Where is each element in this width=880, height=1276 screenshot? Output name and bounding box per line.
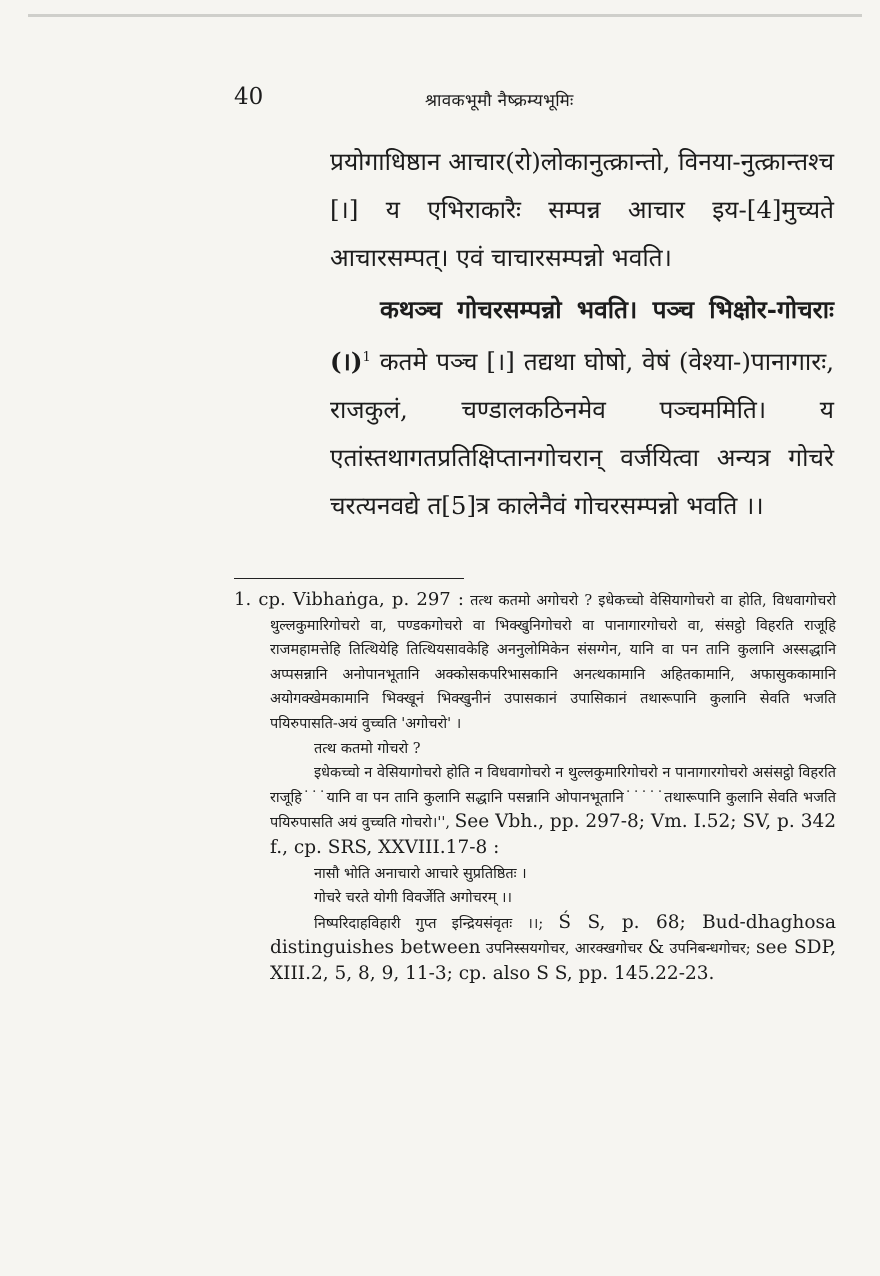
term-1: उपनिस्सयगोचर, <box>485 941 570 958</box>
footnote-text-3-latin: See Vbh., pp. 297-8; Vm. I.52; SV, p. 342 f., cp. SRS, XXVIII.17-8 : <box>270 811 837 858</box>
verse-line-3-latin: Ś S, p. 68; Bud-dhaghosa distinguishes between <box>270 911 836 959</box>
running-head: श्रावकभूमौ नैष्क्रम्यभूमिः <box>425 91 574 111</box>
footnote-label: 1. cp. Vibhaṅga, p. 297 : <box>234 589 464 610</box>
verse-line-2: गोचरे चरते योगी विवर्जेति अगोचरम् ।। <box>314 890 513 907</box>
footnote-marker: 1 <box>362 350 371 365</box>
footnote <box>234 588 836 988</box>
paragraph-2-bold: कथञ्च गोचरसम्पन्नो भवति। पञ्च भिक्षोर-गोचराः (।) <box>330 295 834 377</box>
footnote-text-1: तत्थ कतमो अगोचरो ? इधेकच्चो वेसियागोचरो वा होति, विधवागोचरो थुल्लकुमारिगोचरो वा, पण्डकगोचरो वा भिक्खुनिगोचरो वा पानागारगोचरो वा, संसट्ठो विहरति राजूहि राजमहामत्तेहि तित्थियेहि तित्थियसावकेहि अननुलोमिकेन संसग्गेन, यानि वा पन तानि कुलानि अस्सद्धानि अप्पसन्नानि अनोपानभूतानि अक्कोसकपरिभासकानि अनत्थकामानि अहितकामानि, अफासुककामानि अयोगक्खेमकामानि भिक्खूनं भिक्खुनीनं उपासकानं उपासिकानं तथारूपानि कुलानि सेवति भजति पयिरुपासति-अयं वुच्चति 'अगोचरो' । <box>270 593 837 732</box>
footnote-block-1 <box>234 588 836 737</box>
footnote-text-3: इधेकच्चो न वेसियागोचरो होति न विधवागोचरो न थुल्लकुमारिगोचरो न पानागारगोचरो असंसट्ठो विहरति राजूहि˙˙˙यानि वा पन तानि कुलानि सद्धानि पसन्नानि ओपानभूतानि˙˙˙˙˙तथारूपानि कुलानि सेवति भजति पयिरुपासति अयं वुच्चति गोचरो।'', <box>270 765 836 832</box>
term-2: आरक्खगोचर <box>574 941 643 958</box>
verse-line-1: नासौ भोति अनाचारो आचारे सुप्रतिष्ठितः । <box>314 865 527 882</box>
main-text <box>330 138 834 530</box>
latin-amp: & <box>647 937 665 959</box>
paragraph-1: प्रयोगाधिष्ठान आचार(रो)लोकानुत्क्रान्तो, विनया-नुत्क्रान्तश्च [।] य एभिराकारैः सम्पन्न आचार इय-[4]मुच्यते आचारसम्पत्। एवं चाचारसम्पन्नो भवति। <box>330 147 834 272</box>
verse-line-3: निष्परिदाहविहारी गुप्त इन्द्रियसंवृतः ।।; <box>314 915 544 932</box>
latin-end: see SDP, XIII.2, 5, 8, 9, 11-3; cp. also S S, pp. 145.22-23. <box>270 937 837 984</box>
term-3: उपनिबन्धगोचर; <box>669 941 751 958</box>
paragraph-2-rest: कतमे पञ्च [।] तद्यथा घोषो, वेषं (वेश्या-)पानागारः, राजकुलं, चण्डालकठिनमेव पञ्चममिति। य एतांस्तथागतप्रतिक्षिप्तानगोचरान् वर्जयित्वा अन्यत्र गोचरे चरत्यनवद्ये त[5]त्र कालेनैवं गोचरसम्पन्नो भवति ।। <box>330 347 834 521</box>
page-number: 40 <box>234 84 264 110</box>
footnote-block-4 <box>234 911 836 988</box>
footnote-text-2: तत्थ कतमो गोचरो ? <box>314 740 421 757</box>
footnote-rule <box>234 578 464 579</box>
footnote-block-3 <box>234 761 836 861</box>
paragraph-2 <box>330 286 834 530</box>
scan-edge <box>28 14 862 17</box>
